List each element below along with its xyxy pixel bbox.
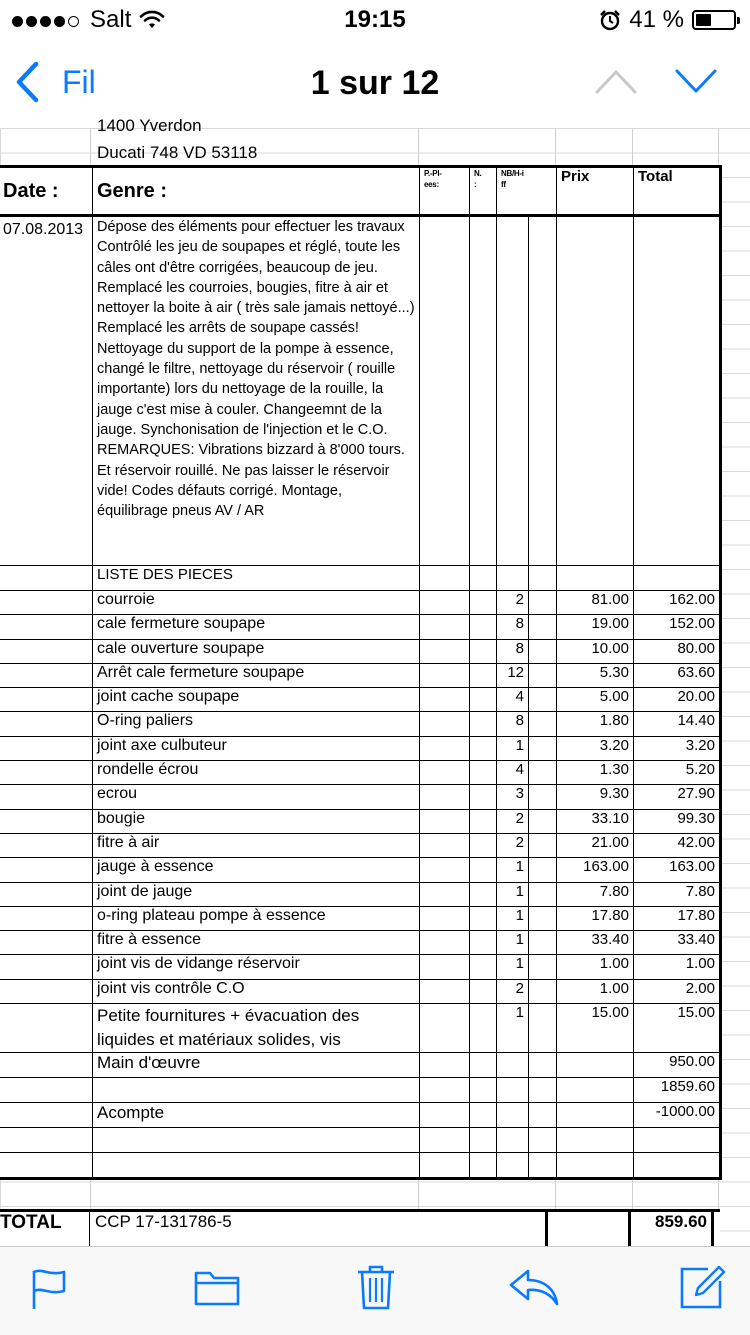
part-name: fitre à essence bbox=[93, 931, 420, 955]
vehicle-line: Ducati 748 VD 53118 bbox=[97, 143, 258, 162]
part-name: joint vis de vidange réservoir bbox=[93, 955, 420, 979]
part-price: 21.00 bbox=[557, 833, 634, 857]
table-row bbox=[0, 639, 721, 663]
part-name: joint de jauge bbox=[93, 882, 420, 906]
table-row bbox=[0, 931, 721, 955]
labour-total: 950.00 bbox=[634, 1053, 721, 1078]
part-price: 81.00 bbox=[557, 591, 634, 615]
part-qty: 1 bbox=[497, 931, 529, 955]
part-total: 42.00 bbox=[634, 833, 721, 857]
address-line: 1400 Yverdon bbox=[97, 116, 202, 135]
ccp-account: CCP 17-131786-5 bbox=[90, 1212, 548, 1250]
table-header-row bbox=[0, 167, 721, 216]
part-name: fitre à air bbox=[93, 833, 420, 857]
table-row bbox=[0, 979, 721, 1003]
flag-icon[interactable] bbox=[30, 1267, 68, 1311]
part-price: 17.80 bbox=[557, 906, 634, 930]
part-total: 17.80 bbox=[634, 906, 721, 930]
part-qty: 1 bbox=[497, 736, 529, 760]
part-qty: 2 bbox=[497, 979, 529, 1003]
part-qty: 1 bbox=[497, 955, 529, 979]
back-label: Fil bbox=[62, 63, 96, 100]
page-title: 1 sur 12 bbox=[310, 64, 440, 102]
part-name: joint vis contrôle C.O bbox=[93, 979, 420, 1003]
part-qty: 3 bbox=[497, 785, 529, 809]
total-label: TOTAL bbox=[0, 1212, 90, 1250]
part-total: 14.40 bbox=[634, 712, 721, 736]
bottom-toolbar bbox=[0, 1246, 750, 1335]
folder-icon[interactable] bbox=[194, 1267, 240, 1307]
table-row bbox=[0, 882, 721, 906]
labour-row bbox=[0, 1053, 721, 1078]
part-qty: 1 bbox=[497, 882, 529, 906]
labour-label: Main d'œuvre bbox=[93, 1053, 420, 1078]
total-header: Total bbox=[634, 167, 721, 216]
supplies-row bbox=[0, 1004, 721, 1053]
invoice-table bbox=[0, 165, 722, 1180]
part-price: 1.00 bbox=[557, 955, 634, 979]
parts-heading: LISTE DES PIECES bbox=[93, 566, 420, 591]
table-row bbox=[0, 785, 721, 809]
part-name: joint axe culbuteur bbox=[93, 736, 420, 760]
part-qty: 8 bbox=[497, 639, 529, 663]
table-row bbox=[0, 906, 721, 930]
deposit-label: Acompte bbox=[93, 1103, 420, 1128]
part-total: 63.60 bbox=[634, 663, 721, 687]
part-qty: 12 bbox=[497, 663, 529, 687]
work-date: 07.08.2013 bbox=[0, 216, 93, 566]
supplies-total: 15.00 bbox=[634, 1004, 721, 1053]
next-message-chevron-down-icon[interactable] bbox=[674, 66, 718, 96]
part-total: 2.00 bbox=[634, 979, 721, 1003]
alarm-icon bbox=[599, 9, 621, 31]
compose-icon[interactable] bbox=[678, 1263, 726, 1311]
part-price: 9.30 bbox=[557, 785, 634, 809]
part-name: courroie bbox=[93, 591, 420, 615]
part-name: O-ring paliers bbox=[93, 712, 420, 736]
supplies-qty: 1 bbox=[497, 1004, 529, 1053]
part-name: jauge à essence bbox=[93, 858, 420, 882]
date-header: Date : bbox=[0, 167, 93, 216]
status-bar bbox=[0, 0, 750, 40]
part-total: 80.00 bbox=[634, 639, 721, 663]
part-total: 27.90 bbox=[634, 785, 721, 809]
subtotal: 1859.60 bbox=[634, 1078, 721, 1103]
part-qty: 1 bbox=[497, 858, 529, 882]
part-name: o-ring plateau pompe à essence bbox=[93, 906, 420, 930]
table-row bbox=[0, 833, 721, 857]
table-row bbox=[0, 761, 721, 785]
part-price: 33.40 bbox=[557, 931, 634, 955]
part-price: 19.00 bbox=[557, 615, 634, 639]
reply-icon[interactable] bbox=[508, 1267, 560, 1307]
part-qty: 4 bbox=[497, 688, 529, 712]
part-name: joint cache soupape bbox=[93, 688, 420, 712]
genre-header: Genre : bbox=[93, 167, 420, 216]
part-qty: 1 bbox=[497, 906, 529, 930]
part-name: rondelle écrou bbox=[93, 761, 420, 785]
col-header-small-3: NB/H-i ff bbox=[497, 167, 557, 216]
table-row bbox=[0, 858, 721, 882]
price-header: Prix bbox=[557, 167, 634, 216]
part-price: 163.00 bbox=[557, 858, 634, 882]
battery-icon bbox=[692, 10, 736, 30]
part-price: 3.20 bbox=[557, 736, 634, 760]
subtotal-row bbox=[0, 1078, 721, 1103]
supplies-price: 15.00 bbox=[557, 1004, 634, 1053]
part-price: 7.80 bbox=[557, 882, 634, 906]
table-row bbox=[0, 955, 721, 979]
part-qty: 8 bbox=[497, 712, 529, 736]
table-row bbox=[0, 591, 721, 615]
part-qty: 2 bbox=[497, 809, 529, 833]
part-price: 5.00 bbox=[557, 688, 634, 712]
part-total: 99.30 bbox=[634, 809, 721, 833]
part-name: ecrou bbox=[93, 785, 420, 809]
parts-heading-row bbox=[0, 566, 721, 591]
supplies-description: Petite fournitures + évacuation des liquides et matériaux solides, vis bbox=[93, 1004, 420, 1053]
table-row bbox=[0, 663, 721, 687]
part-price: 10.00 bbox=[557, 639, 634, 663]
part-name: Arrêt cale fermeture soupape bbox=[93, 663, 420, 687]
clock: 19:15 bbox=[344, 6, 406, 33]
part-name: cale fermeture soupape bbox=[93, 615, 420, 639]
table-row bbox=[0, 809, 721, 833]
part-name: cale ouverture soupape bbox=[93, 639, 420, 663]
part-total: 5.20 bbox=[634, 761, 721, 785]
part-price: 33.10 bbox=[557, 809, 634, 833]
part-qty: 4 bbox=[497, 761, 529, 785]
table-row bbox=[0, 688, 721, 712]
deposit-row bbox=[0, 1103, 721, 1128]
part-qty: 8 bbox=[497, 615, 529, 639]
trash-icon[interactable] bbox=[356, 1263, 396, 1311]
deposit-total: -1000.00 bbox=[634, 1103, 721, 1128]
part-total: 152.00 bbox=[634, 615, 721, 639]
carrier-name: Salt bbox=[90, 6, 132, 33]
col-header-small-2: N. : bbox=[470, 167, 497, 216]
part-total: 1.00 bbox=[634, 955, 721, 979]
grand-total: 859.60 bbox=[628, 1212, 714, 1250]
part-total: 162.00 bbox=[634, 591, 721, 615]
part-price: 1.00 bbox=[557, 979, 634, 1003]
table-row bbox=[0, 615, 721, 639]
part-qty: 2 bbox=[497, 833, 529, 857]
work-description: Dépose des éléments pour effectuer les travaux Contrôlé les jeu de soupapes et réglé, toute les câles ont d'être corrigées, beaucoup de jeu. Remplacé les courroies, bougies, fitre à air et nettoyer la boite à air ( très sale jamais nettoyé...) Remplacé les arrêts de soupape cassés! Nettoyage du support de la pompe à essence, changé le filtre, nettoyage du réservoir ( rouille importante) lors du nettoyage de la rouille, la jauge c'est mise à couler. Changeemnt de la jauge. Synchonisation de l'injection et le C.O. REMARQUES: Vibrations bizzard à 8'000 tours. Et réservoir rouillé. Ne pas laisser le réservoir vide! Codes défauts corrigé. Montage, équilibrage pneus AV / AR bbox=[93, 216, 420, 566]
col-header-small-1: P.-Pl- ees: bbox=[420, 167, 470, 216]
part-total: 33.40 bbox=[634, 931, 721, 955]
invoice-document[interactable] bbox=[0, 116, 750, 1246]
previous-message-chevron-up-icon[interactable] bbox=[594, 66, 638, 96]
part-price: 5.30 bbox=[557, 663, 634, 687]
part-total: 3.20 bbox=[634, 736, 721, 760]
total-row bbox=[0, 1209, 720, 1250]
part-price: 1.30 bbox=[557, 761, 634, 785]
part-total: 20.00 bbox=[634, 688, 721, 712]
work-row bbox=[0, 216, 721, 566]
part-name: bougie bbox=[93, 809, 420, 833]
part-qty: 2 bbox=[497, 591, 529, 615]
table-row bbox=[0, 736, 721, 760]
part-price: 1.80 bbox=[557, 712, 634, 736]
table-row bbox=[0, 712, 721, 736]
part-total: 163.00 bbox=[634, 858, 721, 882]
part-total: 7.80 bbox=[634, 882, 721, 906]
battery-percent: 41 % bbox=[629, 6, 684, 33]
